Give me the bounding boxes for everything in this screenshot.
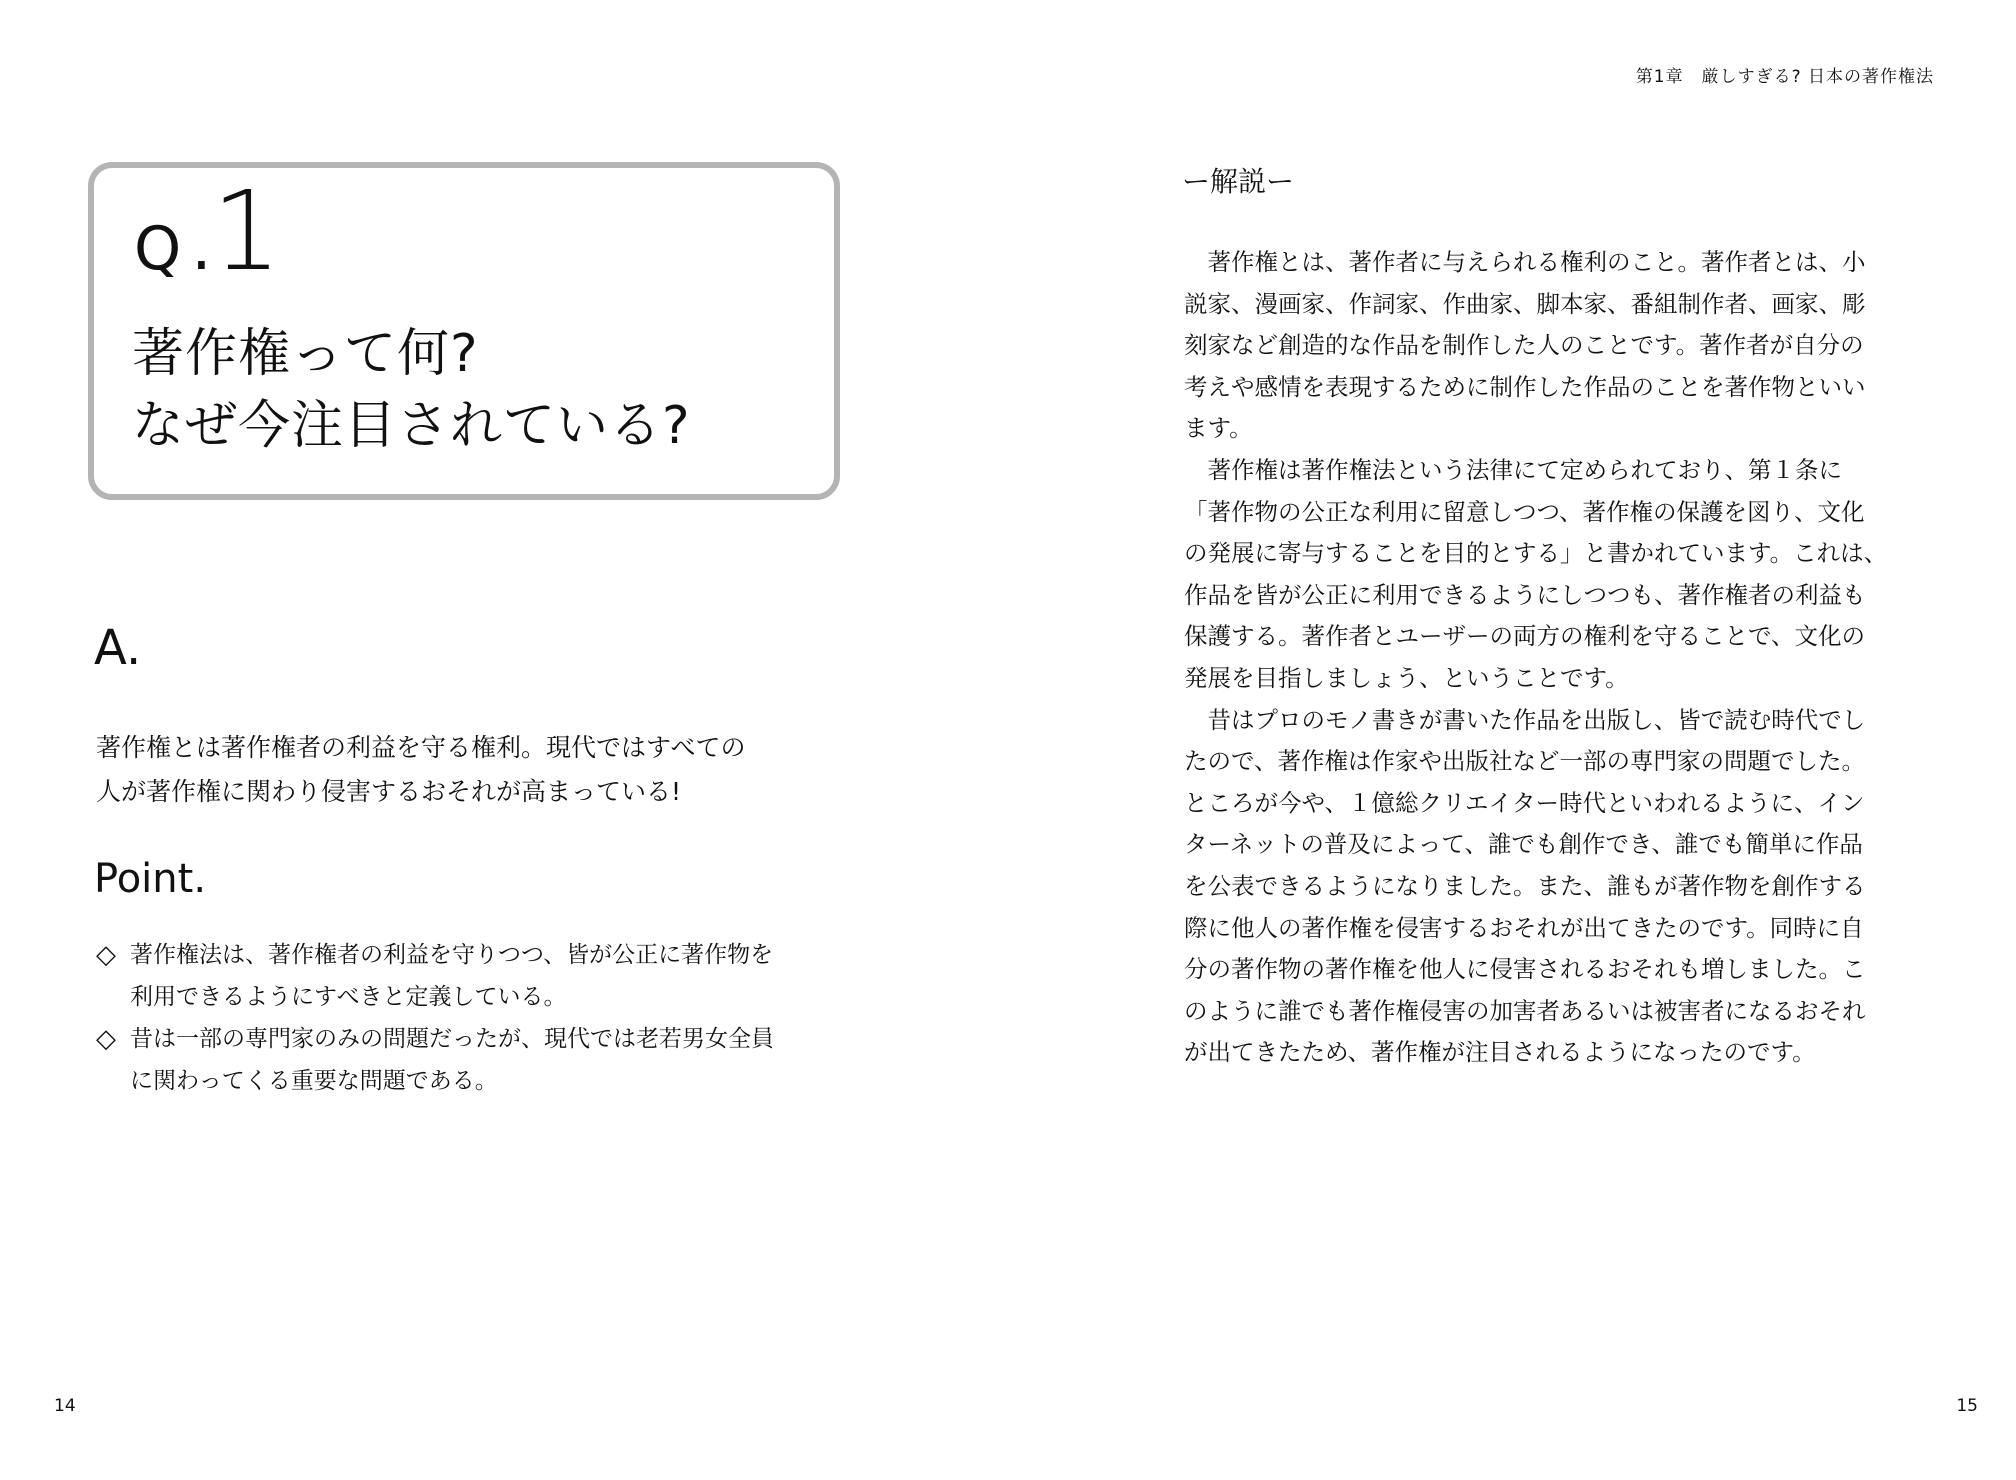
explanation-line: 考えや感情を表現するために制作した作品のことを著作物といい bbox=[1184, 372, 1866, 401]
explanation-line: ところが今や、１億総クリエイター時代といわれるように、イン bbox=[1184, 788, 1865, 817]
answer-line: 人が著作権に関わり侵害するおそれが高まっている! bbox=[96, 777, 682, 806]
point-line: 著作権法は、著作権者の利益を守りつつ、皆が公正に著作物を bbox=[130, 942, 774, 968]
question-label bbox=[134, 167, 282, 295]
point-line: 昔は一部の専門家のみの問題だったが、現代では老若男女全員 bbox=[130, 1026, 774, 1052]
explanation-line: のように誰でも著作権侵害の加害者あるいは被害者になるおそれ bbox=[1184, 996, 1866, 1025]
point-line: に関わってくる重要な問題である。 bbox=[130, 1068, 498, 1094]
point-item bbox=[96, 934, 856, 1018]
point-item bbox=[96, 1018, 856, 1102]
question-box bbox=[88, 162, 840, 500]
question-dot: . bbox=[191, 211, 212, 285]
explanation-line: 保護する。著作者とユーザーの両方の権利を守ることで、文化の bbox=[1184, 622, 1866, 651]
explanation-heading: ー解説ー bbox=[1182, 165, 1295, 198]
explanation-line: 昔はプロのモノ書きが書いた作品を出版し、皆で読む時代でし bbox=[1184, 705, 1866, 734]
explanation-line: 著作権は著作権法という法律にて定められており、第１条に bbox=[1184, 455, 1842, 484]
explanation-line: たので、著作権は作家や出版社など一部の専門家の問題でした。 bbox=[1184, 747, 1866, 776]
page-number: 14 bbox=[54, 1396, 76, 1416]
point-line: 利用できるようにすべきと定義している。 bbox=[130, 984, 567, 1010]
answer-text bbox=[96, 726, 856, 814]
point-label: Point. bbox=[94, 856, 207, 902]
explanation-line: 際に他人の著作権を侵害するおそれが出てきたのです。同時に自 bbox=[1184, 913, 1864, 942]
question-title bbox=[132, 318, 691, 462]
right-page bbox=[1008, 0, 2016, 1480]
explanation-line: 刻家など創造的な作品を制作した人のことです。著作者が自分の bbox=[1184, 331, 1864, 360]
explanation-line: の発展に寄与することを目的とする」と書かれています。これは、 bbox=[1184, 539, 1888, 568]
explanation-line: 発展を目指しましょう、ということです。 bbox=[1184, 663, 1629, 692]
diamond-icon: ◇ bbox=[96, 940, 116, 970]
explanation-line: 作品を皆が公正に利用できるようにしつつも、著作権者の利益も bbox=[1184, 580, 1866, 609]
question-title-line: 著作権って何? bbox=[132, 324, 479, 384]
answer-line: 著作権とは著作権者の利益を守る権利。現代ではすべての bbox=[96, 733, 746, 762]
answer-label: A. bbox=[94, 620, 142, 676]
explanation-body bbox=[1184, 242, 1944, 1074]
running-header: 第1章 厳しすぎる? 日本の著作権法 bbox=[1635, 67, 1934, 87]
explanation-line: を公表できるようになりました。また、誰もが著作物を創作する bbox=[1184, 871, 1866, 900]
point-list bbox=[96, 934, 856, 1102]
page-number: 15 bbox=[1956, 1396, 1978, 1416]
question-title-line: なぜ今注目されている? bbox=[132, 396, 691, 456]
question-number: 1 bbox=[211, 167, 282, 295]
explanation-line: が出てきたため、著作権が注目されるようになったのです。 bbox=[1184, 1038, 1816, 1067]
diamond-icon: ◇ bbox=[96, 1024, 116, 1054]
explanation-line: 分の著作物の著作権を他人に侵害されるおそれも増しました。こ bbox=[1184, 955, 1866, 984]
explanation-line: 著作権とは、著作者に与えられる権利のこと。著作者とは、小 bbox=[1184, 248, 1866, 276]
explanation-line: 「著作物の公正な利用に留意しつつ、著作権の保護を図り、文化 bbox=[1184, 497, 1865, 526]
explanation-line: 説家、漫画家、作詞家、作曲家、脚本家、番組制作者、画家、彫 bbox=[1184, 289, 1866, 318]
question-letter: Q bbox=[134, 214, 192, 284]
explanation-line: ます。 bbox=[1184, 414, 1253, 443]
explanation-line: ターネットの普及によって、誰でも創作でき、誰でも簡単に作品 bbox=[1184, 830, 1863, 859]
